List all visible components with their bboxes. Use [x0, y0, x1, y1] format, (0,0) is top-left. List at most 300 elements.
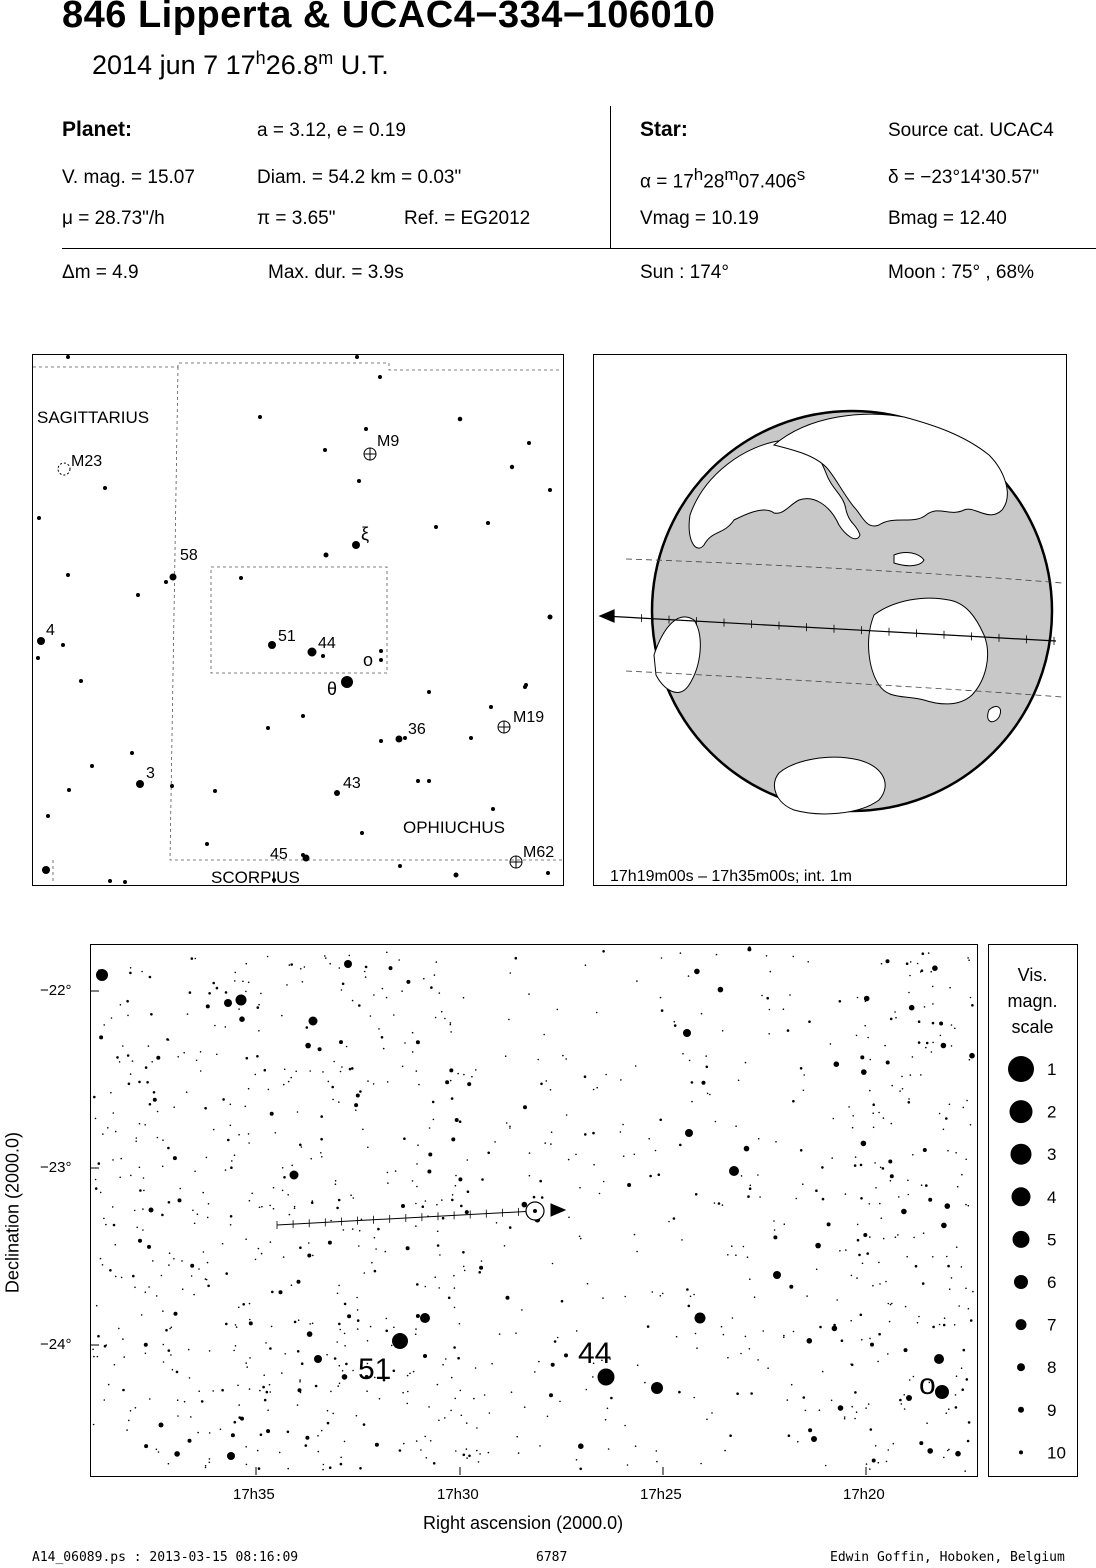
background-star	[744, 1146, 750, 1152]
scale-label-5: 5	[1047, 1230, 1057, 1250]
label-3: 3	[146, 765, 155, 782]
background-star	[415, 1328, 417, 1330]
finder-star	[357, 479, 361, 483]
background-star	[200, 1070, 202, 1072]
scale-label-10: 10	[1047, 1443, 1066, 1463]
bright-star	[290, 1171, 299, 1180]
background-star	[119, 1177, 121, 1179]
background-star	[909, 975, 911, 977]
background-star	[913, 1376, 915, 1378]
label-43: 43	[343, 775, 361, 792]
background-star	[432, 1101, 435, 1104]
label-36: 36	[408, 721, 426, 738]
background-star	[234, 1421, 237, 1424]
background-star	[454, 1307, 456, 1309]
background-star	[970, 1124, 972, 1126]
background-star	[707, 1093, 709, 1095]
background-star	[354, 1103, 358, 1107]
background-star	[434, 974, 436, 976]
background-star	[346, 1046, 348, 1048]
scale-dot-9	[1018, 1407, 1024, 1413]
finder-star	[486, 521, 490, 525]
background-star	[231, 1433, 235, 1437]
background-star	[151, 1061, 153, 1063]
background-star	[271, 1291, 274, 1294]
background-star	[256, 1055, 259, 1058]
background-star	[415, 1225, 417, 1227]
background-star	[439, 1254, 441, 1256]
background-star	[177, 1399, 179, 1401]
background-star	[775, 1141, 777, 1143]
background-star	[610, 1397, 613, 1400]
background-star	[373, 1083, 375, 1085]
background-star	[387, 1182, 389, 1184]
background-star	[115, 1131, 117, 1133]
background-star	[903, 1394, 905, 1396]
background-star	[694, 969, 700, 975]
background-star	[750, 1392, 753, 1395]
background-star	[865, 1001, 867, 1003]
background-star	[636, 1251, 638, 1253]
background-star	[216, 987, 219, 990]
label-omicron: ο	[363, 650, 374, 670]
background-star	[827, 1222, 831, 1226]
background-star	[153, 1098, 157, 1102]
background-star	[352, 1228, 354, 1230]
background-star	[323, 1464, 325, 1466]
background-star	[459, 1323, 461, 1325]
star-bmag: Bmag = 12.40	[888, 208, 1007, 229]
background-star	[177, 1056, 179, 1058]
background-star	[528, 993, 530, 995]
background-star	[890, 1174, 894, 1178]
background-star	[134, 1287, 136, 1289]
background-star	[95, 1179, 97, 1181]
background-star	[382, 988, 384, 990]
background-star	[205, 1465, 207, 1467]
background-star	[951, 1024, 953, 1026]
background-star	[451, 1097, 454, 1100]
background-star	[769, 1009, 771, 1011]
background-star	[412, 1180, 414, 1182]
background-star	[356, 1415, 358, 1417]
finder-star	[510, 465, 514, 469]
background-star	[166, 1038, 169, 1041]
background-star	[454, 1398, 456, 1400]
background-star	[237, 1385, 239, 1387]
finder-star	[527, 441, 531, 445]
background-star	[627, 1183, 631, 1187]
background-star	[235, 1324, 237, 1326]
finder-star	[36, 656, 40, 660]
bright-star	[227, 1452, 235, 1460]
background-star	[867, 1037, 869, 1039]
background-star	[339, 1365, 341, 1367]
background-star	[449, 1068, 453, 1072]
background-star	[113, 1112, 115, 1114]
planet-orbit: a = 3.12, e = 0.19	[257, 120, 406, 141]
background-star	[923, 1232, 925, 1234]
background-star	[258, 1467, 261, 1470]
background-star	[463, 1454, 466, 1457]
background-star	[885, 1281, 887, 1283]
background-star	[674, 1021, 676, 1023]
background-star	[342, 1374, 348, 1380]
finder-star	[454, 873, 459, 878]
finder-star	[164, 580, 168, 584]
background-star	[656, 1461, 658, 1463]
background-star	[207, 1262, 209, 1264]
background-star	[238, 1008, 240, 1010]
background-star	[194, 1171, 196, 1173]
background-star	[142, 1229, 144, 1231]
background-star	[168, 1201, 171, 1204]
background-star	[722, 1204, 724, 1206]
background-star	[177, 1415, 179, 1417]
background-star	[951, 1277, 953, 1279]
background-star	[258, 1004, 260, 1006]
background-star	[100, 1192, 102, 1194]
background-star	[844, 1416, 846, 1418]
background-star	[627, 1464, 629, 1466]
background-star	[634, 1234, 636, 1236]
background-star	[679, 1144, 682, 1147]
background-star	[341, 1066, 343, 1068]
background-star	[264, 1069, 267, 1072]
background-star	[754, 1296, 756, 1298]
background-star	[120, 1004, 122, 1006]
background-star	[807, 1338, 813, 1344]
background-star	[787, 1399, 789, 1401]
background-star	[294, 1321, 297, 1324]
background-star	[330, 1391, 332, 1393]
background-star	[416, 1186, 418, 1188]
background-star	[568, 1159, 570, 1161]
background-star	[551, 1131, 553, 1133]
background-star	[945, 1117, 948, 1120]
background-star	[803, 1396, 806, 1399]
background-star	[635, 1065, 637, 1067]
background-star	[152, 1260, 154, 1262]
background-star	[886, 1461, 888, 1463]
background-star	[949, 1104, 951, 1106]
background-star	[441, 1199, 443, 1201]
background-star	[910, 961, 912, 963]
background-star	[761, 995, 763, 997]
background-star	[789, 1285, 793, 1289]
background-star	[783, 1008, 785, 1010]
background-star	[193, 1294, 195, 1296]
scale-title-3: scale	[1011, 1017, 1054, 1037]
background-star	[249, 1357, 251, 1359]
background-star	[403, 1443, 405, 1445]
finder-star	[67, 788, 71, 792]
background-star	[889, 1321, 891, 1323]
background-star	[831, 1157, 833, 1159]
background-star	[845, 1193, 847, 1195]
background-star	[123, 1356, 125, 1358]
background-star	[298, 1388, 302, 1392]
background-star	[478, 1461, 480, 1463]
scale-label-6: 6	[1047, 1273, 1057, 1292]
finder-star	[523, 685, 527, 689]
background-star	[635, 1445, 637, 1447]
background-star	[908, 1194, 910, 1196]
background-star	[270, 1391, 272, 1393]
background-star	[367, 1147, 369, 1149]
background-star	[189, 991, 192, 994]
background-star	[939, 1022, 943, 1026]
background-star	[941, 1223, 947, 1229]
background-star	[434, 1276, 436, 1278]
background-star	[248, 1088, 250, 1090]
background-star	[320, 1115, 323, 1118]
background-star	[969, 1059, 971, 1061]
background-star	[255, 1259, 257, 1261]
background-star	[939, 1113, 941, 1115]
background-star	[448, 1297, 451, 1300]
x-axis-label: Right ascension (2000.0)	[423, 1513, 624, 1533]
background-star	[450, 1024, 452, 1026]
background-star	[489, 1412, 491, 1414]
finder-star	[489, 705, 493, 709]
background-star	[967, 1440, 970, 1443]
background-star	[318, 1451, 320, 1453]
background-star	[864, 996, 870, 1002]
background-star	[955, 1406, 958, 1409]
background-star	[488, 1452, 490, 1454]
background-star	[271, 1326, 273, 1328]
background-star	[318, 1047, 322, 1051]
background-star	[822, 1371, 824, 1373]
background-star	[961, 1266, 963, 1268]
background-star	[705, 1055, 707, 1057]
background-star	[714, 1202, 716, 1204]
background-star	[722, 1030, 724, 1032]
background-star	[126, 1000, 129, 1003]
background-star	[281, 1372, 283, 1374]
background-star	[895, 1017, 897, 1019]
background-star	[878, 1112, 880, 1114]
background-star	[608, 1448, 610, 1450]
deep-sky-objects	[58, 448, 522, 868]
background-star	[433, 1119, 435, 1121]
bright-star	[420, 1313, 430, 1323]
background-star	[273, 1187, 275, 1189]
background-star	[958, 1305, 960, 1307]
planet-track	[277, 1202, 565, 1229]
background-star	[921, 1184, 923, 1186]
background-star	[403, 1137, 406, 1140]
background-star	[248, 982, 250, 984]
background-star	[145, 1353, 147, 1355]
chart-label-omicron: o	[919, 1368, 936, 1401]
background-star	[888, 1160, 892, 1164]
finder-star	[364, 427, 368, 431]
magnitude-scale	[988, 944, 1078, 1477]
background-star	[97, 1356, 99, 1358]
ra-tick-17h20: 17h20	[843, 1486, 885, 1503]
background-star	[926, 1422, 928, 1424]
background-star	[943, 1129, 945, 1131]
background-star	[863, 1233, 867, 1237]
background-star	[795, 1198, 797, 1200]
background-star	[430, 1440, 432, 1442]
background-star	[870, 1343, 874, 1347]
background-star	[946, 1412, 948, 1414]
background-star	[281, 1015, 283, 1017]
background-star	[487, 1152, 490, 1155]
background-star	[176, 1371, 179, 1374]
background-star	[898, 1196, 900, 1198]
background-star	[593, 1089, 595, 1091]
background-star	[550, 1089, 552, 1091]
background-star	[365, 966, 368, 969]
background-star	[918, 1316, 920, 1318]
background-star	[116, 1056, 119, 1059]
dec-tick-22: −22°	[40, 982, 72, 999]
background-star	[529, 1175, 531, 1177]
background-star	[624, 1425, 626, 1427]
scale-label-4: 4	[1047, 1187, 1057, 1207]
background-star	[340, 1457, 342, 1459]
background-star	[462, 1251, 465, 1254]
background-star	[464, 1270, 466, 1272]
background-star	[375, 1248, 377, 1250]
background-star	[209, 1462, 211, 1464]
background-star	[306, 1026, 309, 1029]
background-star	[235, 1345, 237, 1347]
background-star	[860, 1197, 863, 1200]
background-star	[93, 1096, 96, 1099]
background-star	[568, 1217, 570, 1219]
background-star	[233, 1350, 235, 1352]
background-star	[834, 1061, 840, 1067]
background-star	[425, 1200, 427, 1202]
background-star	[964, 1470, 966, 1472]
background-star	[866, 1463, 868, 1465]
background-star	[943, 1457, 945, 1459]
background-star	[366, 1390, 368, 1392]
background-star	[269, 1384, 271, 1386]
background-star	[546, 1080, 548, 1082]
bright-star	[683, 1029, 691, 1037]
background-star	[416, 1070, 418, 1072]
background-star	[968, 1308, 970, 1310]
background-star	[549, 1393, 553, 1397]
background-star	[450, 1410, 452, 1412]
background-star	[173, 1106, 175, 1108]
background-star	[406, 1246, 410, 1250]
background-star	[466, 1448, 468, 1450]
background-star	[848, 1106, 850, 1108]
background-star	[188, 1439, 192, 1443]
dec-tick-23: −23°	[40, 1159, 72, 1176]
chart-label-51: 51	[358, 1353, 392, 1386]
background-star	[182, 1288, 184, 1290]
background-star	[747, 1195, 750, 1198]
background-star	[212, 1390, 214, 1392]
background-star	[208, 1203, 210, 1205]
background-star	[587, 1283, 589, 1285]
background-star	[209, 1458, 211, 1460]
background-star	[436, 961, 438, 963]
background-star	[181, 1260, 183, 1262]
background-star	[673, 1217, 676, 1220]
background-star	[912, 1154, 914, 1156]
background-star	[822, 1198, 825, 1201]
background-star	[899, 1090, 901, 1092]
finder-stars	[36, 355, 562, 884]
background-star	[420, 1449, 422, 1451]
background-star	[932, 1042, 934, 1044]
finder-star	[403, 736, 407, 740]
background-star	[385, 1251, 387, 1253]
finder-star	[37, 637, 45, 645]
background-star	[912, 1056, 914, 1058]
background-star	[533, 1196, 536, 1199]
background-star	[204, 1107, 207, 1110]
background-star	[870, 1428, 873, 1431]
background-star	[491, 1363, 493, 1365]
background-star	[825, 1465, 827, 1467]
background-star	[320, 1152, 322, 1154]
background-star	[919, 1441, 923, 1445]
background-star	[884, 1045, 886, 1047]
background-star	[913, 1237, 915, 1239]
background-star	[970, 1319, 973, 1322]
background-star	[886, 1061, 890, 1065]
background-star	[792, 1100, 795, 1103]
background-star	[335, 1180, 337, 1182]
background-star	[788, 1434, 791, 1437]
background-star	[299, 1379, 301, 1381]
background-star	[283, 1176, 286, 1179]
finder-star	[341, 676, 353, 688]
bright-star	[773, 1271, 781, 1279]
background-star	[879, 1283, 881, 1285]
background-star	[269, 1347, 272, 1350]
background-star	[197, 1213, 199, 1215]
background-star	[426, 1457, 428, 1459]
background-star	[378, 1028, 380, 1030]
background-star	[515, 1332, 517, 1334]
background-star	[92, 1349, 94, 1351]
background-star	[259, 1390, 261, 1392]
scale-label-2: 2	[1047, 1102, 1057, 1122]
background-star	[168, 1349, 171, 1352]
background-star	[890, 1304, 892, 1306]
label-m23: M23	[71, 453, 103, 470]
background-star	[342, 1370, 344, 1372]
background-star	[149, 1103, 152, 1106]
background-star	[972, 1291, 974, 1293]
background-star	[423, 1354, 427, 1358]
background-star	[161, 1275, 163, 1277]
background-star	[762, 1330, 764, 1332]
label-45: 45	[270, 846, 288, 863]
bright-star	[392, 1333, 408, 1349]
background-star	[596, 1012, 598, 1014]
background-star	[509, 1226, 512, 1229]
background-star	[774, 1229, 776, 1231]
background-star	[607, 1408, 609, 1410]
background-star	[676, 1336, 678, 1338]
constellation-scorpius: SCORPIUS	[211, 868, 300, 884]
background-star	[740, 1353, 742, 1355]
background-star	[668, 1221, 670, 1223]
background-star	[800, 1149, 803, 1152]
